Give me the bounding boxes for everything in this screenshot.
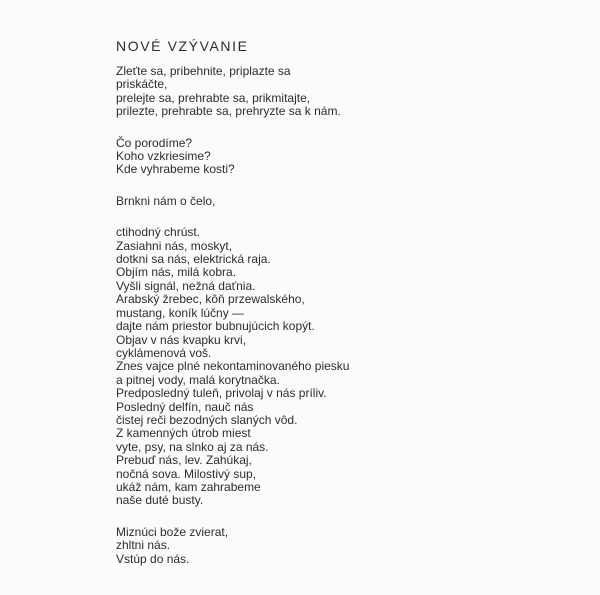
poem-line: Prebuď nás, lev. Zahúkaj,	[116, 453, 252, 468]
poem-line: vyte, psy, na slnko aj za nás.	[116, 439, 269, 454]
poem-line: Vyšli signál, nežná daťnia.	[116, 278, 256, 293]
poem-line: Znes vajce plné nekontaminovaného piesku	[116, 359, 350, 374]
poem-line: a pitnej vody, malá korytnačka.	[116, 372, 280, 387]
poem-line: Arabský žrebec, kôň przewalského,	[116, 292, 305, 307]
poem-line: Posledný delfín, nauč nás	[116, 399, 254, 414]
poem-line: mustang, koník lúčny —	[116, 305, 245, 320]
stanza-gap	[116, 119, 349, 137]
poem-line: Zleťte sa, pribehnite, priplazte sa	[116, 64, 291, 78]
poem-line: Zasiahni nás, moskyt,	[116, 238, 233, 253]
stanza-1	[116, 65, 349, 119]
poem-line: Z kamenných útrob miest	[116, 426, 251, 441]
poem-line: priskáčte,	[116, 77, 168, 92]
poem-line: Miznúci bože zvierat,	[116, 524, 229, 539]
stanza-gap	[116, 508, 349, 526]
poem-body	[116, 65, 349, 566]
poem-line: čistej reči bezodných slaných vôd.	[116, 412, 298, 427]
stanza-4	[116, 226, 349, 508]
poem-line: ukáž nám, kam zahrabeme	[116, 479, 261, 494]
poem-line: Objím nás, milá kobra.	[116, 265, 237, 280]
poem-line: Koho vzkriesime?	[116, 149, 211, 164]
poem-line: nočná sova. Milostivý sup,	[116, 466, 257, 481]
poem-line: ctihodný chrúst.	[116, 225, 201, 240]
poem-line: Objav v nás kvapku krvi,	[116, 332, 247, 347]
poem-line: prelejte sa, prehrabte sa, prikmitajte,	[116, 90, 311, 105]
stanza-5	[116, 526, 349, 566]
poem-line: Brnkni nám o čelo,	[116, 193, 216, 208]
stanza-2	[116, 137, 349, 177]
poem-line: Predposledný tuleň, privolaj v nás príliv.	[116, 386, 327, 401]
poem-line: Vstúp do nás.	[116, 551, 190, 566]
stanza-gap	[116, 177, 349, 195]
poem-line: Čo porodíme?	[116, 135, 193, 150]
poem-line: cyklámenová voš.	[116, 345, 212, 360]
stanza-gap	[116, 208, 349, 226]
poem-line: zhltni nás.	[116, 538, 171, 553]
poem-line: prilezte, prehrabte sa, prehryzte sa k nám.	[116, 104, 341, 119]
poem-line: dotkni sa nás, elektrická raja.	[116, 252, 271, 267]
poem-line: naše duté busty.	[116, 493, 204, 508]
poem-line: dajte nám priestor bubnujúcich kopýt.	[116, 319, 315, 334]
poem-title: NOVÉ VZÝVANIE	[116, 38, 249, 54]
poem-line: Kde vyhrabeme kosti?	[116, 162, 235, 177]
stanza-3	[116, 195, 349, 208]
